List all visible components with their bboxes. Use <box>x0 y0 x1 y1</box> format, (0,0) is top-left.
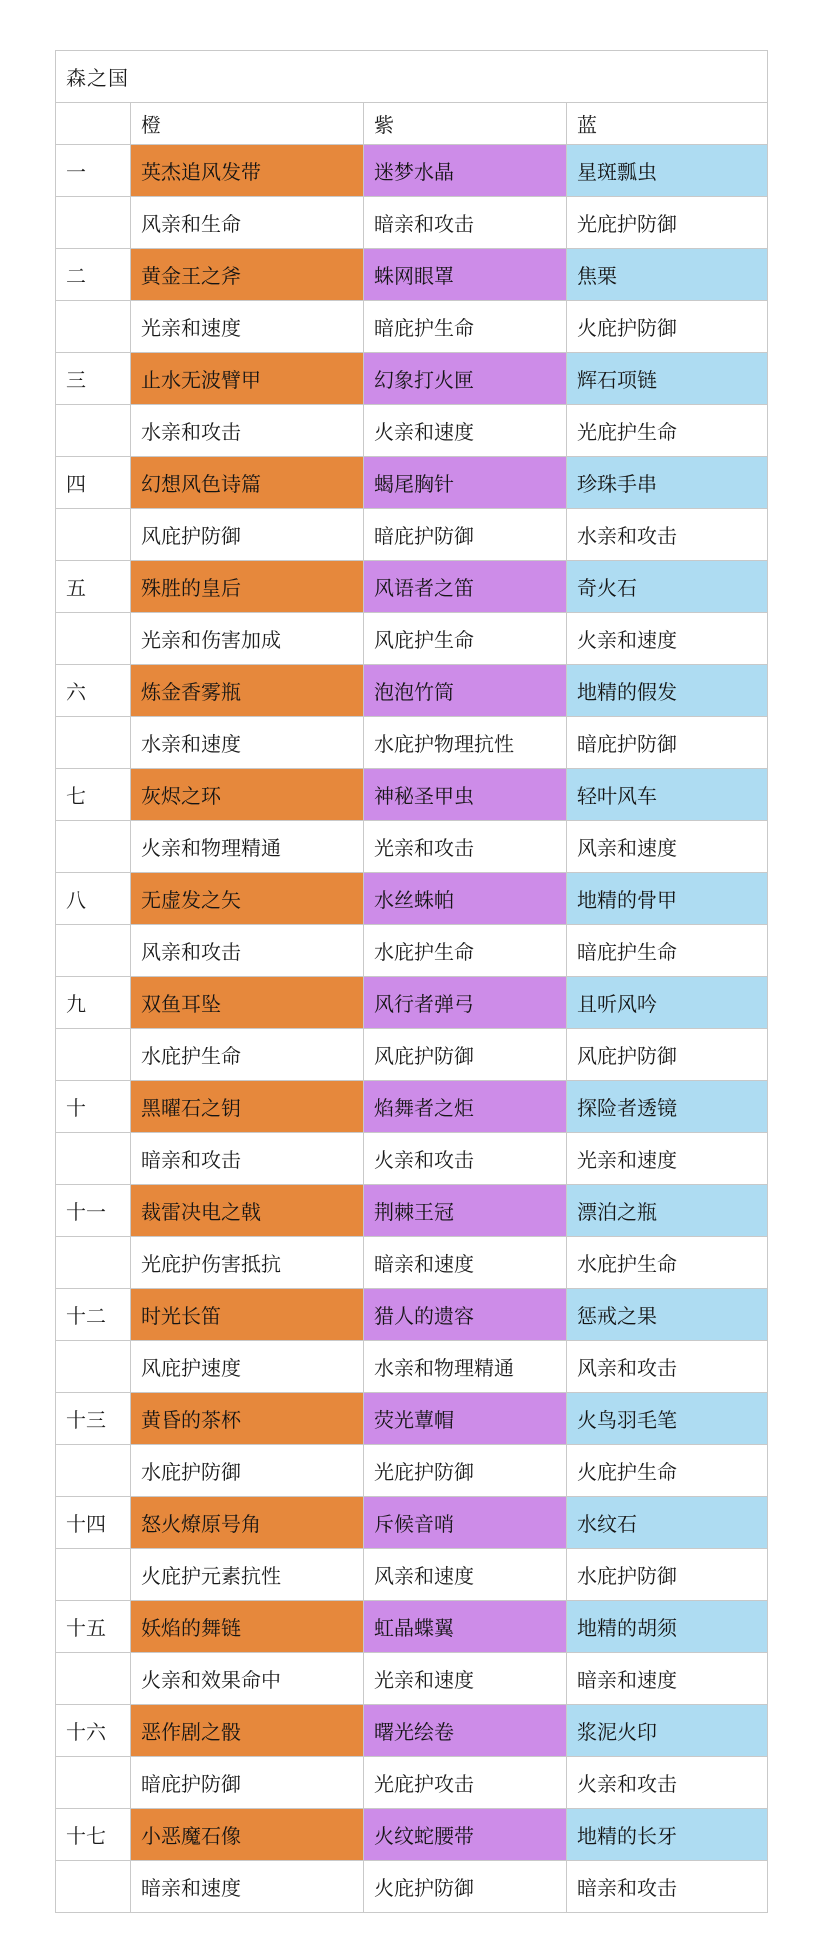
item-cell-purple: 曙光绘卷 <box>364 1705 567 1757</box>
item-cell-blue: 地精的胡须 <box>567 1601 768 1653</box>
row-number-blank <box>56 925 131 977</box>
item-row <box>56 665 768 717</box>
item-cell-purple: 幻象打火匣 <box>364 353 567 405</box>
attr-cell-orange: 风亲和攻击 <box>131 925 364 977</box>
item-cell-purple: 火纹蛇腰带 <box>364 1809 567 1861</box>
attr-row <box>56 301 768 353</box>
item-cell-blue: 地精的长牙 <box>567 1809 768 1861</box>
row-number: 十五 <box>56 1601 131 1653</box>
attr-cell-purple: 光庇护防御 <box>364 1445 567 1497</box>
row-number-blank <box>56 1029 131 1081</box>
attr-cell-purple: 火亲和速度 <box>364 405 567 457</box>
row-number-blank <box>56 1549 131 1601</box>
attr-cell-orange: 光庇护伤害抵抗 <box>131 1237 364 1289</box>
item-cell-purple: 焰舞者之炬 <box>364 1081 567 1133</box>
attr-cell-blue: 光庇护防御 <box>567 197 768 249</box>
item-cell-orange: 小恶魔石像 <box>131 1809 364 1861</box>
item-row <box>56 561 768 613</box>
item-cell-purple: 荧光蕈帽 <box>364 1393 567 1445</box>
attr-cell-purple: 暗庇护生命 <box>364 301 567 353</box>
row-number: 七 <box>56 769 131 821</box>
attr-cell-orange: 火亲和物理精通 <box>131 821 364 873</box>
attr-cell-blue: 火庇护防御 <box>567 301 768 353</box>
row-number-blank <box>56 405 131 457</box>
item-row <box>56 1393 768 1445</box>
attr-cell-orange: 暗庇护防御 <box>131 1757 364 1809</box>
attr-cell-orange: 暗亲和攻击 <box>131 1133 364 1185</box>
attr-row <box>56 717 768 769</box>
row-number-blank <box>56 717 131 769</box>
attr-row <box>56 405 768 457</box>
attr-cell-orange: 水庇护生命 <box>131 1029 364 1081</box>
attr-cell-orange: 火庇护元素抗性 <box>131 1549 364 1601</box>
attr-cell-purple: 火庇护防御 <box>364 1861 567 1913</box>
item-cell-purple: 斥候音哨 <box>364 1497 567 1549</box>
item-cell-orange: 幻想风色诗篇 <box>131 457 364 509</box>
attr-row <box>56 1133 768 1185</box>
item-cell-orange: 恶作剧之骰 <box>131 1705 364 1757</box>
row-number-blank <box>56 821 131 873</box>
attr-cell-blue: 水庇护生命 <box>567 1237 768 1289</box>
attr-cell-blue: 风庇护防御 <box>567 1029 768 1081</box>
row-number: 六 <box>56 665 131 717</box>
item-cell-blue: 奇火石 <box>567 561 768 613</box>
attr-cell-orange: 水亲和攻击 <box>131 405 364 457</box>
attr-row <box>56 1237 768 1289</box>
row-number-blank <box>56 1653 131 1705</box>
column-header-purple: 紫 <box>364 103 567 145</box>
item-cell-blue: 星斑瓢虫 <box>567 145 768 197</box>
item-cell-blue: 焦栗 <box>567 249 768 301</box>
attr-cell-purple: 风庇护防御 <box>364 1029 567 1081</box>
row-number: 十七 <box>56 1809 131 1861</box>
attr-row <box>56 1757 768 1809</box>
attr-cell-orange: 风庇护速度 <box>131 1341 364 1393</box>
attr-cell-blue: 风亲和速度 <box>567 821 768 873</box>
row-number: 十 <box>56 1081 131 1133</box>
item-row <box>56 977 768 1029</box>
row-number-blank <box>56 1861 131 1913</box>
item-cell-orange: 黄金王之斧 <box>131 249 364 301</box>
row-number-blank <box>56 1133 131 1185</box>
item-row <box>56 1185 768 1237</box>
attr-cell-orange: 火亲和效果命中 <box>131 1653 364 1705</box>
attr-cell-orange: 光亲和速度 <box>131 301 364 353</box>
item-row <box>56 145 768 197</box>
item-cell-blue: 地精的骨甲 <box>567 873 768 925</box>
items-table <box>55 50 768 1913</box>
item-cell-purple: 水丝蛛帕 <box>364 873 567 925</box>
item-cell-orange: 炼金香雾瓶 <box>131 665 364 717</box>
attr-row <box>56 925 768 977</box>
item-cell-purple: 蝎尾胸针 <box>364 457 567 509</box>
page-title: 森之国 <box>56 51 768 103</box>
row-number-blank <box>56 301 131 353</box>
row-number: 十一 <box>56 1185 131 1237</box>
attr-row <box>56 1861 768 1913</box>
row-number-blank <box>56 197 131 249</box>
item-cell-orange: 妖焰的舞链 <box>131 1601 364 1653</box>
item-row <box>56 1289 768 1341</box>
row-number-blank <box>56 1237 131 1289</box>
row-number: 十四 <box>56 1497 131 1549</box>
attr-row <box>56 1029 768 1081</box>
row-number: 八 <box>56 873 131 925</box>
row-number-blank <box>56 1445 131 1497</box>
item-cell-orange: 双鱼耳坠 <box>131 977 364 1029</box>
item-cell-blue: 惩戒之果 <box>567 1289 768 1341</box>
item-row <box>56 1601 768 1653</box>
attr-cell-orange: 水庇护防御 <box>131 1445 364 1497</box>
attr-cell-orange: 暗亲和速度 <box>131 1861 364 1913</box>
item-cell-orange: 止水无波臂甲 <box>131 353 364 405</box>
item-cell-blue: 轻叶风车 <box>567 769 768 821</box>
attr-row <box>56 1445 768 1497</box>
attr-cell-blue: 水庇护防御 <box>567 1549 768 1601</box>
item-cell-orange: 殊胜的皇后 <box>131 561 364 613</box>
item-row <box>56 1705 768 1757</box>
attr-cell-orange: 水亲和速度 <box>131 717 364 769</box>
column-header-orange: 橙 <box>131 103 364 145</box>
attr-cell-purple: 暗亲和速度 <box>364 1237 567 1289</box>
attr-cell-blue: 暗亲和速度 <box>567 1653 768 1705</box>
attr-cell-purple: 水庇护物理抗性 <box>364 717 567 769</box>
attr-cell-blue: 光庇护生命 <box>567 405 768 457</box>
item-cell-blue: 漂泊之瓶 <box>567 1185 768 1237</box>
item-row <box>56 249 768 301</box>
attr-cell-blue: 暗庇护生命 <box>567 925 768 977</box>
attr-cell-purple: 光亲和攻击 <box>364 821 567 873</box>
attr-cell-orange: 光亲和伤害加成 <box>131 613 364 665</box>
item-cell-orange: 时光长笛 <box>131 1289 364 1341</box>
column-header-blank <box>56 103 131 145</box>
attr-cell-blue: 暗亲和攻击 <box>567 1861 768 1913</box>
row-number: 二 <box>56 249 131 301</box>
item-cell-blue: 地精的假发 <box>567 665 768 717</box>
item-cell-purple: 虹晶蝶翼 <box>364 1601 567 1653</box>
item-cell-blue: 浆泥火印 <box>567 1705 768 1757</box>
attr-cell-blue: 火亲和速度 <box>567 613 768 665</box>
item-cell-blue: 珍珠手串 <box>567 457 768 509</box>
item-cell-purple: 风语者之笛 <box>364 561 567 613</box>
attr-row <box>56 1653 768 1705</box>
attr-row <box>56 197 768 249</box>
attr-cell-purple: 火亲和攻击 <box>364 1133 567 1185</box>
attr-row <box>56 821 768 873</box>
attr-cell-blue: 暗庇护防御 <box>567 717 768 769</box>
item-cell-purple: 风行者弹弓 <box>364 977 567 1029</box>
item-cell-orange: 英杰追风发带 <box>131 145 364 197</box>
column-header-row <box>56 103 768 145</box>
attr-cell-purple: 水亲和物理精通 <box>364 1341 567 1393</box>
item-row <box>56 457 768 509</box>
item-row <box>56 1497 768 1549</box>
item-cell-orange: 裁雷决电之戟 <box>131 1185 364 1237</box>
item-row <box>56 769 768 821</box>
attr-cell-blue: 光亲和速度 <box>567 1133 768 1185</box>
item-row <box>56 1081 768 1133</box>
row-number: 一 <box>56 145 131 197</box>
item-cell-purple: 猎人的遗容 <box>364 1289 567 1341</box>
item-row <box>56 873 768 925</box>
item-cell-purple: 迷梦水晶 <box>364 145 567 197</box>
attr-row <box>56 1341 768 1393</box>
attr-cell-blue: 水亲和攻击 <box>567 509 768 561</box>
item-cell-orange: 怒火燎原号角 <box>131 1497 364 1549</box>
row-number-blank <box>56 1341 131 1393</box>
item-cell-orange: 黄昏的茶杯 <box>131 1393 364 1445</box>
item-cell-purple: 蛛网眼罩 <box>364 249 567 301</box>
item-cell-purple: 荆棘王冠 <box>364 1185 567 1237</box>
row-number-blank <box>56 613 131 665</box>
attr-cell-orange: 风亲和生命 <box>131 197 364 249</box>
attr-row <box>56 1549 768 1601</box>
item-cell-blue: 辉石项链 <box>567 353 768 405</box>
item-cell-purple: 神秘圣甲虫 <box>364 769 567 821</box>
item-cell-blue: 探险者透镜 <box>567 1081 768 1133</box>
row-number-blank <box>56 1757 131 1809</box>
item-cell-orange: 灰烬之环 <box>131 769 364 821</box>
attr-cell-purple: 水庇护生命 <box>364 925 567 977</box>
attr-cell-blue: 火庇护生命 <box>567 1445 768 1497</box>
item-cell-orange: 无虚发之矢 <box>131 873 364 925</box>
item-cell-blue: 水纹石 <box>567 1497 768 1549</box>
row-number: 九 <box>56 977 131 1029</box>
attr-cell-purple: 风亲和速度 <box>364 1549 567 1601</box>
attr-cell-blue: 风亲和攻击 <box>567 1341 768 1393</box>
title-row <box>56 51 768 103</box>
row-number: 四 <box>56 457 131 509</box>
item-cell-blue: 火鸟羽毛笔 <box>567 1393 768 1445</box>
item-cell-blue: 且听风吟 <box>567 977 768 1029</box>
attr-cell-blue: 火亲和攻击 <box>567 1757 768 1809</box>
item-cell-orange: 黑曜石之钥 <box>131 1081 364 1133</box>
attr-row <box>56 509 768 561</box>
attr-cell-purple: 暗亲和攻击 <box>364 197 567 249</box>
attr-cell-purple: 暗庇护防御 <box>364 509 567 561</box>
item-cell-purple: 泡泡竹筒 <box>364 665 567 717</box>
column-header-blue: 蓝 <box>567 103 768 145</box>
row-number-blank <box>56 509 131 561</box>
row-number: 三 <box>56 353 131 405</box>
attr-cell-purple: 光庇护攻击 <box>364 1757 567 1809</box>
attr-cell-purple: 光亲和速度 <box>364 1653 567 1705</box>
item-row <box>56 1809 768 1861</box>
attr-cell-orange: 风庇护防御 <box>131 509 364 561</box>
row-number: 五 <box>56 561 131 613</box>
row-number: 十六 <box>56 1705 131 1757</box>
row-number: 十三 <box>56 1393 131 1445</box>
row-number: 十二 <box>56 1289 131 1341</box>
item-table-body <box>56 145 768 1913</box>
item-row <box>56 353 768 405</box>
attr-row <box>56 613 768 665</box>
attr-cell-purple: 风庇护生命 <box>364 613 567 665</box>
